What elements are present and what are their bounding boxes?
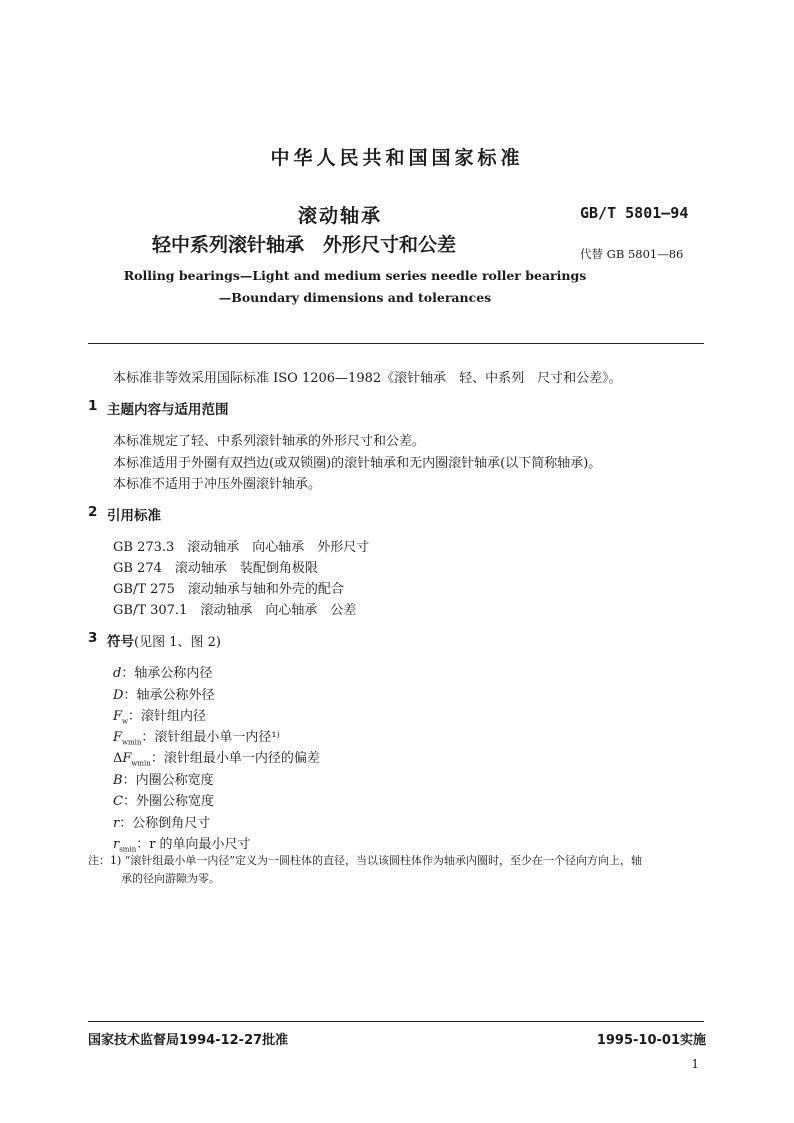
symbol-description: ：滚针组最小单一内径¹⁾ — [141, 730, 280, 745]
header-divider — [88, 343, 704, 344]
intro-paragraph: 本标准非等效采用国际标准 ISO 1206—1982《滚针轴承 轻、中系列 尺寸和公差》。 — [113, 371, 622, 386]
symbol-subscript: wmin — [131, 759, 151, 768]
section-1-number: 1 — [88, 398, 98, 414]
section-3-heading — [107, 630, 221, 650]
section-3-number: 3 — [88, 630, 98, 646]
symbol-description: ：内圈公称宽度 — [122, 773, 214, 788]
section-1-para-2: 本标准适用于外圈有双挡边(或双锁圈)的滚针轴承和无内圈滚针轴承(以下简称轴承)。 — [113, 456, 602, 471]
symbol-description: ：外圈公称宽度 — [122, 794, 214, 809]
reference-item: GB/T 275 滚动轴承与轴和外壳的配合 — [113, 582, 344, 597]
symbol-variable: d — [113, 666, 122, 681]
section-1-para-1: 本标准规定了轻、中系列滚针轴承的外形尺寸和公差。 — [113, 434, 426, 449]
title-line-2: 轻中系列滚针轴承 外形尺寸和公差 — [152, 234, 457, 256]
symbol-variable: r — [113, 837, 120, 852]
footnote-line-1: 注：1) “滚针组最小单一内径”定义为一圆柱体的直径，当以该圆柱体作为轴承内圈时，至少在一个径向方向上，轴 — [88, 854, 643, 867]
symbol-row — [113, 747, 320, 768]
page-number: 1 — [691, 1057, 699, 1071]
section-3-title: 符号 — [107, 634, 134, 650]
symbol-row — [113, 684, 214, 703]
symbol-row — [113, 662, 212, 681]
symbol-variable: r — [113, 816, 120, 831]
symbol-description: ：r 的单向最小尺寸 — [136, 837, 251, 852]
symbol-variable: B — [113, 773, 123, 788]
section-2-title: 引用标准 — [107, 508, 161, 524]
section-3-title-suffix: (见图 1、图 2) — [134, 635, 221, 650]
symbol-variable: F — [113, 709, 123, 724]
symbol-subscript: wmin — [122, 738, 142, 747]
symbol-variable: C — [113, 794, 123, 809]
symbol-description: ：滚针组内径 — [128, 709, 207, 724]
replaces-note: 代替 GB 5801—86 — [580, 247, 684, 261]
symbol-description: ：滚针组最小单一内径的偏差 — [150, 751, 320, 766]
approval-date: 国家技术监督局1994-12-27批准 — [88, 1033, 289, 1048]
symbol-row — [113, 726, 280, 747]
english-title-2: —Boundary dimensions and tolerances — [218, 290, 492, 305]
symbol-subscript: smin — [119, 845, 137, 854]
english-title-1: Rolling bearings—Light and medium series needle roller bearings — [123, 268, 587, 283]
section-1-para-3: 本标准不适用于冲压外圈滚针轴承。 — [113, 477, 322, 492]
implementation-date: 1995-10-01实施 — [596, 1033, 706, 1048]
symbol-row — [113, 790, 214, 809]
symbol-variable: F — [113, 730, 123, 745]
footnote-line-2: 承的径向游隙为零。 — [121, 872, 220, 885]
section-1-title: 主题内容与适用范围 — [107, 402, 229, 418]
symbol-row — [113, 769, 214, 788]
title-line-1: 滚动轴承 — [297, 205, 382, 227]
footer-divider — [88, 1021, 704, 1022]
reference-item: GB/T 307.1 滚动轴承 向心轴承 公差 — [113, 603, 357, 618]
symbol-row — [113, 833, 251, 854]
symbol-description: ：公称倒角尺寸 — [119, 816, 211, 831]
org-title: 中华人民共和国国家标准 — [270, 147, 524, 169]
section-2-number: 2 — [88, 504, 98, 520]
symbol-row — [113, 705, 206, 726]
symbol-variable: F — [122, 751, 132, 766]
symbol-variable: D — [113, 688, 124, 703]
symbol-prefix: Δ — [113, 751, 123, 766]
reference-item: GB 273.3 滚动轴承 向心轴承 外形尺寸 — [113, 540, 370, 555]
symbol-description: ：轴承公称外径 — [123, 688, 215, 703]
symbol-subscript: w — [122, 717, 129, 726]
reference-item: GB 274 滚动轴承 装配倒角极限 — [113, 561, 318, 576]
standard-code: GB/T 5801—94 — [580, 204, 689, 222]
symbol-row — [113, 812, 210, 831]
symbol-description: ：轴承公称内径 — [121, 666, 213, 681]
